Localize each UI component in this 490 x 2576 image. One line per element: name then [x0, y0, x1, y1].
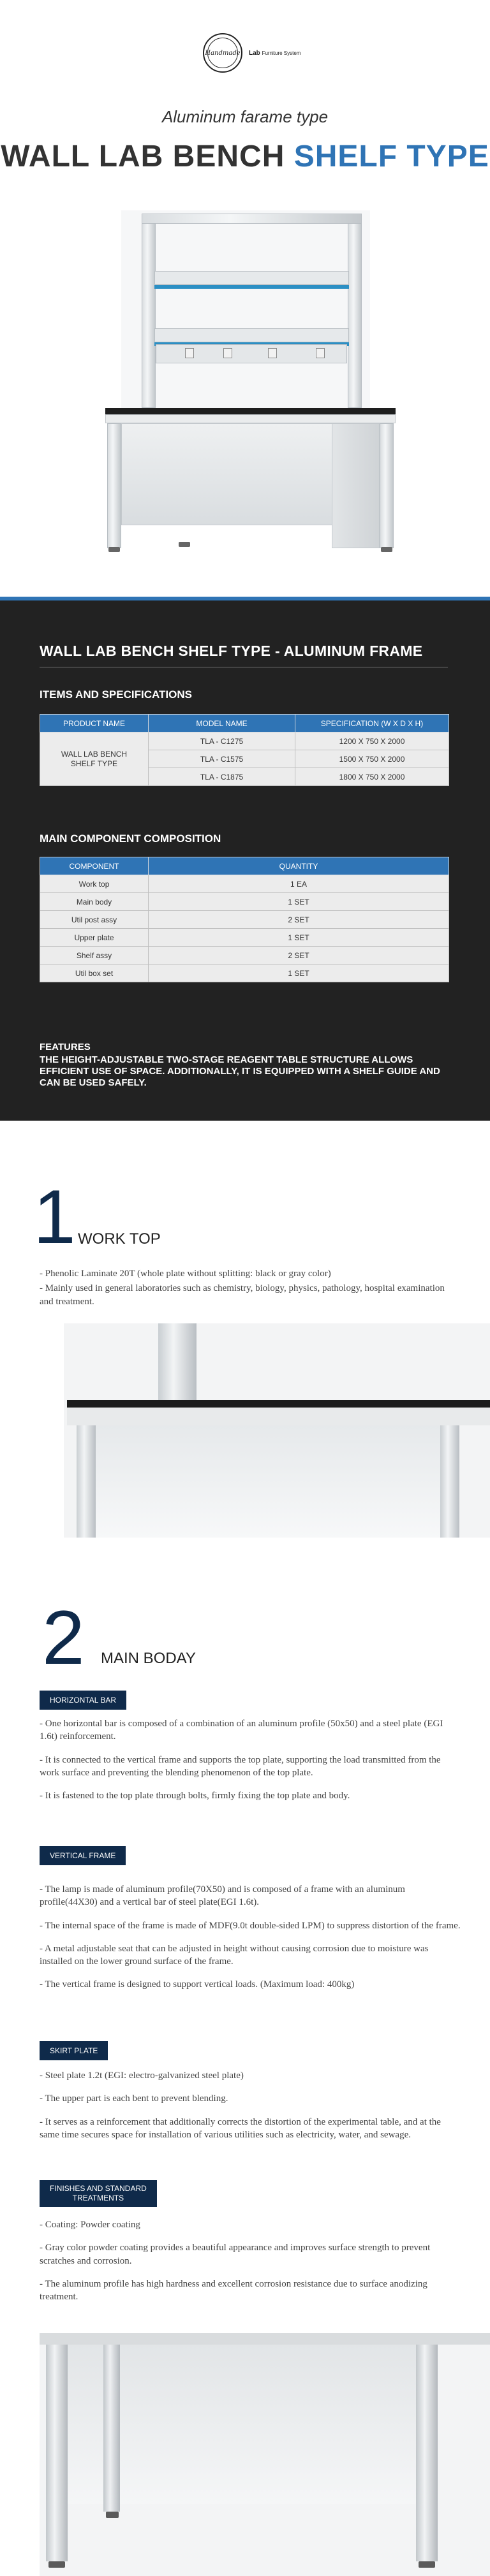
section-title: MAIN BODAY [101, 1650, 196, 1667]
vertical-frame-text [40, 1883, 461, 1991]
features-title: FEATURES [40, 1042, 91, 1052]
column-header: MODEL NAME [149, 715, 295, 732]
list-item: - One horizontal bar is composed of a combination of an aluminum profile (50x50) and a steel plate (EGI 1.6t) reinforcement. [40, 1719, 443, 1742]
worktop-bullets [40, 1267, 454, 1310]
spec-cell: 1200 X 750 X 2000 [295, 732, 449, 750]
spec-section [0, 600, 490, 1121]
section-title: WORK TOP [78, 1230, 161, 1248]
table-row [40, 732, 449, 750]
component-heading: MAIN COMPONENT COMPOSITION [40, 833, 221, 845]
list-item: - Mainly used in general laboratories such as chemistry, biology, physics, pathology, hospital examination and treatment. [40, 1283, 445, 1307]
model-cell: TLA - C1575 [149, 750, 295, 768]
list-item: - Steel plate 1.2t (EGI: electro-galvanized steel plate) [40, 2070, 244, 2081]
list-item: - It is connected to the vertical frame and supports the top plate, supporting the load transmitted from the work surface and preventing the blending phenomenon of the top plate. [40, 1754, 441, 1778]
worktop-photo [64, 1323, 490, 1538]
list-item: - A metal adjustable seat that can be adjusted in height without causing corrosion due to moisture was installed on the lower ground surface of the frame. [40, 1943, 429, 1967]
tag-line: TREATMENTS [72, 2194, 124, 2202]
quantity-cell: 1 SET [149, 964, 449, 982]
list-item: - The internal space of the frame is made of MDF(9.0t double-sided LPM) to suppress distortion of the frame. [40, 1920, 461, 1931]
list-item: - The aluminum profile has high hardness and excellent corrosion resistance due to surface anodizing treatment. [40, 2278, 427, 2302]
component-cell: Work top [40, 875, 149, 893]
table-row [40, 947, 449, 964]
section-number: 1 [33, 1174, 76, 1260]
items-table [40, 714, 449, 786]
component-table [40, 857, 449, 982]
tag-horizontal-bar: HORIZONTAL BAR [40, 1691, 126, 1710]
spec-title: WALL LAB BENCH SHELF TYPE - ALUMINUM FRAME [40, 643, 423, 659]
model-cell: TLA - C1275 [149, 732, 295, 750]
items-heading: ITEMS AND SPECIFICATIONS [40, 688, 192, 701]
outlet-icon [223, 348, 232, 358]
product-name-cell: WALL LAB BENCH SHELF TYPE [40, 732, 149, 786]
model-cell: TLA - C1875 [149, 768, 295, 786]
table-row [40, 911, 449, 929]
product-image [96, 210, 396, 567]
brand-logo[interactable] [203, 33, 301, 73]
logo-emblem-icon [203, 33, 242, 73]
list-item: - The vertical frame is designed to support vertical loads. (Maximum load: 400kg) [40, 1979, 355, 1990]
title-accent: SHELF TYPE [293, 140, 489, 173]
spec-cell: 1500 X 750 X 2000 [295, 750, 449, 768]
table-row [40, 875, 449, 893]
table-header-row [40, 715, 449, 732]
tag-finishes [40, 2180, 157, 2207]
finishes-text [40, 2218, 461, 2303]
list-item: - Coating: Powder coating [40, 2220, 140, 2230]
column-header: SPECIFICATION (W X D X H) [295, 715, 449, 732]
logo-brand: Lab [249, 49, 260, 57]
column-header: COMPONENT [40, 857, 149, 875]
component-cell: Upper plate [40, 929, 149, 947]
horizontal-bar-text [40, 1717, 461, 1802]
quantity-cell: 2 SET [149, 911, 449, 929]
logo-text [249, 50, 301, 57]
table-header-row [40, 857, 449, 875]
list-item: - Phenolic Laminate 20T (whole plate without splitting: black or gray color) [40, 1269, 331, 1279]
section-number: 2 [42, 1595, 85, 1680]
outlet-icon [316, 348, 325, 358]
list-item: - The lamp is made of aluminum profile(70X50) and is composed of a frame with an aluminum profile(44X30) and a vertical bar of steel plate(EGI 1.6t). [40, 1884, 405, 1908]
tag-vertical-frame: VERTICAL FRAME [40, 1846, 126, 1865]
quantity-cell: 1 SET [149, 929, 449, 947]
list-item: - It serves as a reinforcement that additionally corrects the distortion of the experimental table, and at the same time secures space for installation of various utilities such as electricity, water, and sewage. [40, 2116, 441, 2140]
page-subtitle: Aluminum farame type [161, 107, 329, 126]
logo-emblem-text: Handmade [207, 38, 238, 68]
logo-tagline: Furniture System [262, 50, 301, 56]
column-header: PRODUCT NAME [40, 715, 149, 732]
component-cell: Util box set [40, 964, 149, 982]
component-cell: Shelf assy [40, 947, 149, 964]
hero-section [0, 0, 490, 599]
main-body-photo [40, 2333, 490, 2576]
skirt-plate-text [40, 2069, 461, 2141]
table-row [40, 929, 449, 947]
quantity-cell: 1 SET [149, 893, 449, 911]
features-text: THE HEIGHT-ADJUSTABLE TWO-STAGE REAGENT TABLE STRUCTURE ALLOWS EFFICIENT USE OF SPACE. ADDITIONALLY, IT IS EQUIPPED WITH A SHELF GUIDE AND CAN BE USED SAFELY. [40, 1054, 440, 1088]
component-cell: Main body [40, 893, 149, 911]
quantity-cell: 1 EA [149, 875, 449, 893]
list-item: - It is fastened to the top plate through bolts, firmly fixing the top plate and body. [40, 1791, 350, 1801]
spec-cell: 1800 X 750 X 2000 [295, 768, 449, 786]
page-title [0, 139, 490, 174]
component-cell: Util post assy [40, 911, 149, 929]
outlet-icon [268, 348, 277, 358]
tag-skirt-plate: SKIRT PLATE [40, 2041, 108, 2060]
table-row [40, 964, 449, 982]
list-item: - The upper part is each bent to prevent blending. [40, 2093, 228, 2104]
tag-line: FINISHES AND STANDARD [50, 2184, 147, 2193]
title-main: WALL LAB BENCH [1, 140, 294, 173]
list-item: - Gray color powder coating provides a beautiful appearance and improves surface strength to prevent scratches and corrosion. [40, 2243, 431, 2266]
table-row [40, 893, 449, 911]
outlet-icon [185, 348, 194, 358]
quantity-cell: 2 SET [149, 947, 449, 964]
column-header: QUANTITY [149, 857, 449, 875]
